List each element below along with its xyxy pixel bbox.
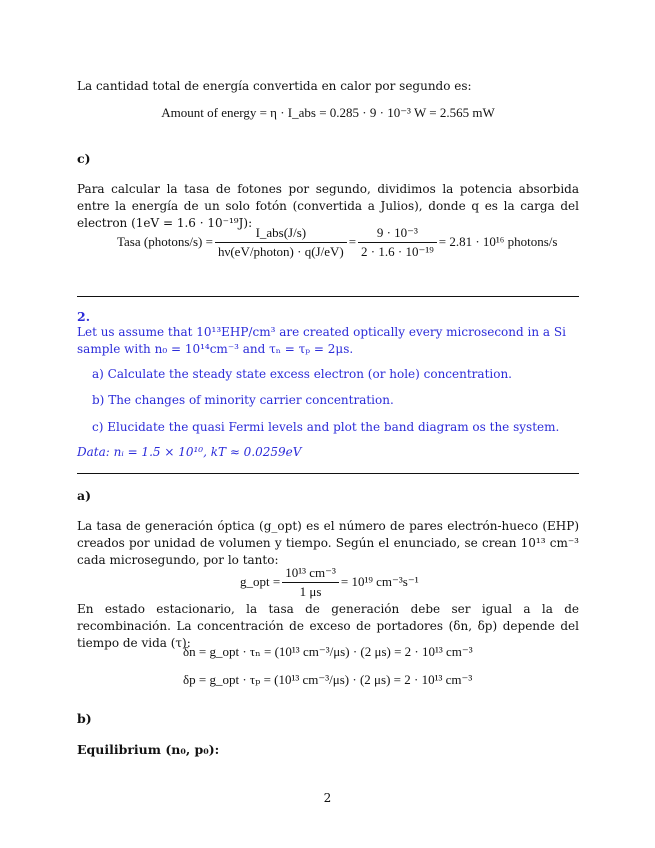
problem-item-b-text: The changes of minority carrier concentration. <box>108 393 394 407</box>
energy-equation: Amount of energy = η · I_abs = 0.285 · 9 · 10⁻³ W = 2.565 mW <box>161 105 495 120</box>
energy-intro-text: La cantidad total de energía convertida en calor por segundo es: <box>77 79 472 93</box>
problem-statement: Let us assume that 10¹³EHP/cm³ are created optically every microsecond in a Si sample with n₀ = 10¹⁴cm⁻³ and τₙ = τₚ = 2μs. <box>77 325 566 356</box>
section-c-paragraph: Para calcular la tasa de fotones por segundo, dividimos la potencia absorbida entre la energía de un solo fotón (convertida a Julios), donde q es la carga del electron (1eV = 1.6 · 10⁻¹⁹J): <box>77 182 579 230</box>
problem-data-line: Data: nᵢ = 1.5 × 10¹⁰, kT ≈ 0.0259eV <box>77 445 302 459</box>
section-b-heading: b) <box>77 711 92 726</box>
gopt-equation <box>240 565 419 599</box>
problem-item-a <box>92 366 572 383</box>
problem-item-b <box>92 392 572 409</box>
gopt-denominator: 1 μs <box>299 583 322 599</box>
gopt-result: = 10¹⁹ cm⁻³s⁻¹ <box>340 574 419 589</box>
problem-item-c-label: c) <box>92 420 104 434</box>
problem-item-c-text: Elucidate the quasi Fermi levels and plot the band diagram os the system. <box>107 420 560 434</box>
photon-rate-lhs: Tasa (photons/s) = <box>117 234 213 249</box>
section-c-heading: c) <box>77 151 91 166</box>
fraction-1-numerator: I_abs(J/s) <box>215 225 347 243</box>
section-a-heading: a) <box>77 488 92 503</box>
problem-item-a-text: Calculate the steady state excess electron (or hole) concentration. <box>107 367 512 381</box>
top-divider <box>77 296 579 297</box>
gopt-numerator: 10¹³ cm⁻³ <box>282 565 339 583</box>
gopt-fraction <box>282 565 339 600</box>
problem-item-c <box>92 419 572 436</box>
bottom-divider <box>77 473 579 474</box>
problem-number: 2. <box>77 309 91 324</box>
problem-item-a-label: a) <box>92 367 104 381</box>
photon-rate-fraction-1 <box>215 225 347 260</box>
page-number: 2 <box>323 791 332 805</box>
section-a-paragraph-1: La tasa de generación óptica (g_opt) es el número de pares electrón-hueco (EHP) creados por unidad de volumen y tiempo. Según el enunciado, se crean 10¹³ cm⁻³ cada microsegundo, por lo tanto: <box>77 519 579 567</box>
photon-rate-result: = 2.81 · 10¹⁶ photons/s <box>438 234 558 249</box>
fraction-2-numerator: 9 · 10⁻³ <box>358 225 437 243</box>
gopt-lhs: g_opt = <box>240 574 281 589</box>
fraction-1-denominator: hν(eV/photon) · q(J/eV) <box>217 243 344 259</box>
problem-item-b-label: b) <box>92 393 105 407</box>
equilibrium-heading: Equilibrium (n₀, p₀): <box>77 742 220 757</box>
delta-n-equation: δn = g_opt · τₙ = (10¹³ cm⁻³/μs) · (2 μs) = 2 · 10¹³ cm⁻³ <box>183 644 473 659</box>
photon-rate-fraction-2 <box>358 225 437 260</box>
section-a-paragraph-2: En estado estacionario, la tasa de generación debe ser igual a la de recombinación. La concentración de exceso de portadores (δn, δp) depende del tiempo de vida (τ): <box>77 602 579 650</box>
fraction-2-denominator: 2 · 1.6 · 10⁻¹⁹ <box>361 243 434 259</box>
photon-rate-equation: Tasa (photons/s) = $\frac{\text{I\_abs(J/s)}}{\text{hν(eV/photon) · q(J/eV)}}$ = $\frac{\text{9 · 10⁻³}}{\text{2 · 1.6 · 10⁻¹⁹}}$ = 2.81 · 10¹⁶ photons/s <box>117 224 558 259</box>
delta-p-equation: δp = g_opt · τₚ = (10¹³ cm⁻³/μs) · (2 μs) = 2 · 10¹³ cm⁻³ <box>183 672 473 687</box>
